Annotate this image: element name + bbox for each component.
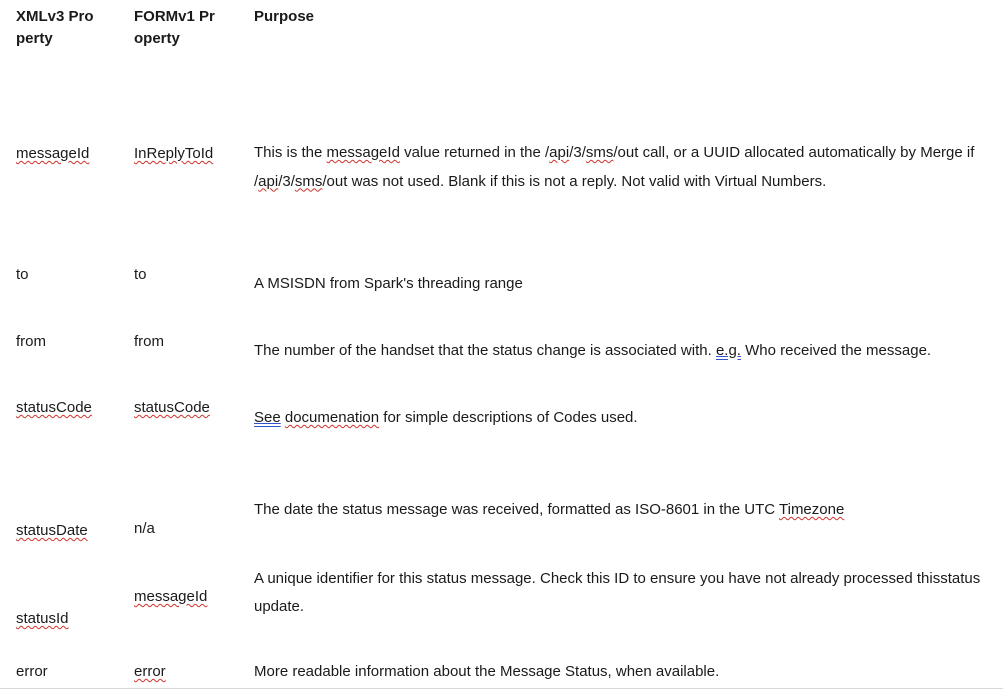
form-property-messageid: messageId	[134, 588, 208, 605]
xml-property-to: to	[16, 266, 29, 283]
xml-property-messageid: messageId	[16, 145, 90, 162]
form-property-inreplytoid: InReplyToId	[134, 145, 214, 162]
table-row-xml-property	[16, 397, 96, 419]
table-row-form-property	[134, 397, 216, 419]
xml-property-statuscode: statusCode	[16, 399, 92, 416]
xml-property-statusid: statusId	[16, 610, 69, 627]
purpose-statusdate: The date the status message was received, formatted as ISO-8601 in the UTC Timezone	[254, 501, 845, 518]
header-purpose: Purpose	[254, 8, 315, 25]
form-property-statuscode: statusCode	[134, 399, 210, 416]
table-row-xml-property	[16, 608, 96, 630]
documentation-link[interactable]: documenation	[284, 409, 380, 426]
xml-property-from: from	[16, 333, 46, 350]
purpose-error: More readable information about the Message Status, when available.	[254, 663, 720, 680]
purpose-from: The number of the handset that the status change is associated with. e.g. Who received the message.	[254, 342, 932, 359]
table-row-form-property	[134, 661, 216, 683]
form-property-error: error	[134, 663, 166, 680]
header-formv1-property: FORMv1 Property	[134, 8, 215, 47]
purpose-statuscode: See documenation for simple descriptions of Codes used.	[254, 409, 638, 426]
form-property-to: to	[134, 266, 147, 283]
table-row-form-property	[134, 586, 216, 608]
purpose-statusid: A unique identifier for this status message. Check this ID to ensure you have not already processed thisstatus update.	[254, 570, 981, 615]
purpose-to: A MSISDN from Spark's threading range	[254, 275, 523, 292]
table-row-xml-property	[16, 143, 96, 165]
table-row-form-property	[134, 143, 216, 165]
table-bottom-border	[0, 688, 1003, 689]
purpose-messageid: This is the messageId value returned in the /api/3/sms/out call, or a UUID allocated automatically by Merge if /api/3/sms/out was not used. Blank if this is not a reply. Not valid with Virtual Numbers.	[254, 144, 975, 190]
header-xmlv3-property: XMLv3 Property	[16, 8, 94, 47]
xml-property-statusdate: statusDate	[16, 522, 88, 539]
xml-property-error: error	[16, 663, 48, 680]
form-property-from: from	[134, 333, 164, 350]
form-property-na: n/a	[134, 520, 155, 537]
table-row-xml-property	[16, 520, 96, 542]
